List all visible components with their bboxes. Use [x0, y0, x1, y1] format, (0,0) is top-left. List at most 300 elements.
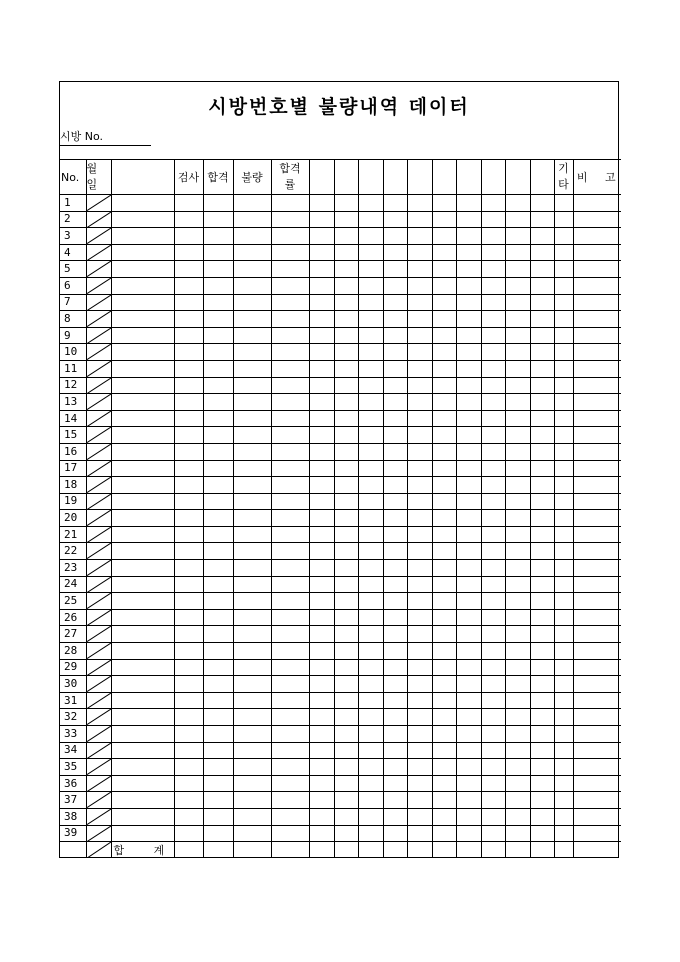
data-cell[interactable] — [358, 294, 383, 311]
data-cell[interactable] — [358, 759, 383, 776]
month-day-cell[interactable] — [86, 460, 111, 477]
data-cell[interactable] — [530, 510, 554, 527]
data-cell[interactable] — [111, 709, 174, 726]
data-cell[interactable] — [111, 560, 174, 577]
data-cell[interactable] — [334, 360, 358, 377]
data-cell[interactable] — [505, 377, 530, 394]
data-cell[interactable] — [530, 825, 554, 842]
data-cell[interactable] — [233, 643, 271, 660]
data-cell[interactable] — [334, 510, 358, 527]
data-cell[interactable] — [174, 792, 203, 809]
data-cell[interactable] — [358, 244, 383, 261]
data-cell[interactable] — [203, 344, 233, 361]
total-cell[interactable] — [456, 842, 481, 859]
data-cell[interactable] — [481, 709, 505, 726]
total-cell[interactable] — [174, 842, 203, 859]
data-cell[interactable] — [174, 493, 203, 510]
data-cell[interactable] — [383, 808, 407, 825]
data-cell[interactable] — [203, 277, 233, 294]
data-cell[interactable] — [432, 526, 456, 543]
data-cell[interactable] — [334, 759, 358, 776]
data-cell[interactable] — [383, 228, 407, 245]
data-cell[interactable] — [407, 609, 432, 626]
data-cell[interactable] — [309, 593, 334, 610]
data-cell[interactable] — [481, 244, 505, 261]
data-cell[interactable] — [271, 808, 309, 825]
data-cell[interactable] — [432, 576, 456, 593]
data-cell[interactable] — [554, 377, 573, 394]
data-cell[interactable] — [407, 394, 432, 411]
data-cell[interactable] — [554, 277, 573, 294]
data-cell[interactable] — [111, 344, 174, 361]
data-cell[interactable] — [174, 576, 203, 593]
data-cell[interactable] — [432, 775, 456, 792]
data-cell[interactable] — [334, 211, 358, 228]
data-cell[interactable] — [530, 593, 554, 610]
data-cell[interactable] — [309, 261, 334, 278]
data-cell[interactable] — [456, 344, 481, 361]
data-cell[interactable] — [481, 261, 505, 278]
data-cell[interactable] — [383, 576, 407, 593]
data-cell[interactable] — [309, 742, 334, 759]
data-cell[interactable] — [111, 643, 174, 660]
month-day-cell[interactable] — [86, 692, 111, 709]
data-cell[interactable] — [481, 609, 505, 626]
data-cell[interactable] — [203, 244, 233, 261]
data-cell[interactable] — [432, 443, 456, 460]
data-cell[interactable] — [233, 427, 271, 444]
data-cell[interactable] — [573, 427, 621, 444]
data-cell[interactable] — [554, 742, 573, 759]
data-cell[interactable] — [481, 394, 505, 411]
total-cell[interactable] — [358, 842, 383, 859]
data-cell[interactable] — [309, 443, 334, 460]
data-cell[interactable] — [174, 460, 203, 477]
data-cell[interactable] — [358, 808, 383, 825]
data-cell[interactable] — [481, 427, 505, 444]
data-cell[interactable] — [203, 676, 233, 693]
data-cell[interactable] — [111, 593, 174, 610]
month-day-cell[interactable] — [86, 593, 111, 610]
data-cell[interactable] — [505, 427, 530, 444]
data-cell[interactable] — [554, 593, 573, 610]
data-cell[interactable] — [111, 543, 174, 560]
data-cell[interactable] — [358, 560, 383, 577]
data-cell[interactable] — [111, 360, 174, 377]
data-cell[interactable] — [407, 526, 432, 543]
data-cell[interactable] — [358, 228, 383, 245]
data-cell[interactable] — [383, 277, 407, 294]
data-cell[interactable] — [573, 460, 621, 477]
data-cell[interactable] — [530, 360, 554, 377]
month-day-cell[interactable] — [86, 377, 111, 394]
data-cell[interactable] — [358, 593, 383, 610]
data-cell[interactable] — [383, 327, 407, 344]
total-cell[interactable] — [530, 842, 554, 859]
data-cell[interactable] — [481, 294, 505, 311]
month-day-cell[interactable] — [86, 726, 111, 743]
data-cell[interactable] — [481, 228, 505, 245]
data-cell[interactable] — [432, 261, 456, 278]
data-cell[interactable] — [481, 825, 505, 842]
data-cell[interactable] — [174, 427, 203, 444]
data-cell[interactable] — [174, 277, 203, 294]
data-cell[interactable] — [111, 244, 174, 261]
data-cell[interactable] — [383, 692, 407, 709]
data-cell[interactable] — [334, 477, 358, 494]
data-cell[interactable] — [233, 825, 271, 842]
data-cell[interactable] — [383, 460, 407, 477]
data-cell[interactable] — [334, 460, 358, 477]
data-cell[interactable] — [456, 377, 481, 394]
data-cell[interactable] — [481, 410, 505, 427]
data-cell[interactable] — [309, 626, 334, 643]
data-cell[interactable] — [358, 377, 383, 394]
data-cell[interactable] — [203, 394, 233, 411]
data-cell[interactable] — [111, 228, 174, 245]
data-cell[interactable] — [358, 726, 383, 743]
data-cell[interactable] — [432, 560, 456, 577]
data-cell[interactable] — [505, 344, 530, 361]
data-cell[interactable] — [233, 808, 271, 825]
data-cell[interactable] — [530, 576, 554, 593]
data-cell[interactable] — [233, 211, 271, 228]
data-cell[interactable] — [407, 360, 432, 377]
data-cell[interactable] — [383, 477, 407, 494]
data-cell[interactable] — [334, 377, 358, 394]
data-cell[interactable] — [334, 427, 358, 444]
data-cell[interactable] — [554, 560, 573, 577]
data-cell[interactable] — [383, 792, 407, 809]
data-cell[interactable] — [407, 659, 432, 676]
data-cell[interactable] — [505, 560, 530, 577]
data-cell[interactable] — [481, 311, 505, 328]
data-cell[interactable] — [334, 277, 358, 294]
data-cell[interactable] — [309, 477, 334, 494]
data-cell[interactable] — [309, 792, 334, 809]
data-cell[interactable] — [432, 228, 456, 245]
data-cell[interactable] — [407, 692, 432, 709]
data-cell[interactable] — [573, 742, 621, 759]
data-cell[interactable] — [505, 626, 530, 643]
data-cell[interactable] — [554, 808, 573, 825]
data-cell[interactable] — [203, 195, 233, 212]
total-cell[interactable] — [383, 842, 407, 859]
data-cell[interactable] — [554, 394, 573, 411]
data-cell[interactable] — [233, 195, 271, 212]
data-cell[interactable] — [505, 311, 530, 328]
data-cell[interactable] — [383, 775, 407, 792]
month-day-cell[interactable] — [86, 360, 111, 377]
data-cell[interactable] — [432, 726, 456, 743]
data-cell[interactable] — [407, 211, 432, 228]
data-cell[interactable] — [309, 643, 334, 660]
month-day-cell[interactable] — [86, 344, 111, 361]
data-cell[interactable] — [174, 360, 203, 377]
data-cell[interactable] — [456, 443, 481, 460]
data-cell[interactable] — [573, 477, 621, 494]
data-cell[interactable] — [383, 593, 407, 610]
data-cell[interactable] — [432, 808, 456, 825]
data-cell[interactable] — [309, 377, 334, 394]
total-cell[interactable] — [407, 842, 432, 859]
data-cell[interactable] — [203, 360, 233, 377]
data-cell[interactable] — [334, 593, 358, 610]
data-cell[interactable] — [456, 360, 481, 377]
data-cell[interactable] — [383, 294, 407, 311]
data-cell[interactable] — [174, 394, 203, 411]
data-cell[interactable] — [334, 526, 358, 543]
data-cell[interactable] — [309, 526, 334, 543]
data-cell[interactable] — [456, 195, 481, 212]
data-cell[interactable] — [271, 311, 309, 328]
data-cell[interactable] — [334, 311, 358, 328]
data-cell[interactable] — [309, 460, 334, 477]
data-cell[interactable] — [481, 576, 505, 593]
data-cell[interactable] — [358, 327, 383, 344]
data-cell[interactable] — [383, 443, 407, 460]
data-cell[interactable] — [456, 510, 481, 527]
data-cell[interactable] — [174, 195, 203, 212]
data-cell[interactable] — [481, 360, 505, 377]
data-cell[interactable] — [407, 460, 432, 477]
data-cell[interactable] — [554, 344, 573, 361]
data-cell[interactable] — [554, 576, 573, 593]
data-cell[interactable] — [432, 427, 456, 444]
data-cell[interactable] — [271, 327, 309, 344]
data-cell[interactable] — [334, 244, 358, 261]
data-cell[interactable] — [573, 659, 621, 676]
data-cell[interactable] — [111, 443, 174, 460]
data-cell[interactable] — [432, 643, 456, 660]
data-cell[interactable] — [505, 643, 530, 660]
total-cell[interactable] — [309, 842, 334, 859]
data-cell[interactable] — [456, 792, 481, 809]
data-cell[interactable] — [203, 427, 233, 444]
data-cell[interactable] — [309, 360, 334, 377]
data-cell[interactable] — [111, 477, 174, 494]
month-day-cell[interactable] — [86, 526, 111, 543]
data-cell[interactable] — [554, 643, 573, 660]
data-cell[interactable] — [554, 327, 573, 344]
data-cell[interactable] — [481, 327, 505, 344]
data-cell[interactable] — [432, 311, 456, 328]
data-cell[interactable] — [530, 427, 554, 444]
data-cell[interactable] — [358, 427, 383, 444]
data-cell[interactable] — [432, 410, 456, 427]
data-cell[interactable] — [554, 294, 573, 311]
data-cell[interactable] — [573, 626, 621, 643]
data-cell[interactable] — [174, 742, 203, 759]
total-cell[interactable] — [505, 842, 530, 859]
month-day-cell[interactable] — [86, 493, 111, 510]
data-cell[interactable] — [481, 726, 505, 743]
data-cell[interactable] — [383, 742, 407, 759]
data-cell[interactable] — [456, 327, 481, 344]
data-cell[interactable] — [554, 443, 573, 460]
data-cell[interactable] — [271, 261, 309, 278]
data-cell[interactable] — [407, 726, 432, 743]
data-cell[interactable] — [505, 360, 530, 377]
data-cell[interactable] — [383, 377, 407, 394]
data-cell[interactable] — [407, 410, 432, 427]
data-cell[interactable] — [505, 726, 530, 743]
data-cell[interactable] — [174, 526, 203, 543]
data-cell[interactable] — [203, 643, 233, 660]
data-cell[interactable] — [334, 825, 358, 842]
data-cell[interactable] — [334, 643, 358, 660]
month-day-cell[interactable] — [86, 543, 111, 560]
data-cell[interactable] — [407, 543, 432, 560]
data-cell[interactable] — [505, 493, 530, 510]
total-cell[interactable] — [334, 842, 358, 859]
data-cell[interactable] — [334, 443, 358, 460]
month-day-cell[interactable] — [86, 195, 111, 212]
data-cell[interactable] — [505, 692, 530, 709]
data-cell[interactable] — [530, 808, 554, 825]
data-cell[interactable] — [174, 311, 203, 328]
data-cell[interactable] — [203, 560, 233, 577]
data-cell[interactable] — [271, 277, 309, 294]
data-cell[interactable] — [407, 626, 432, 643]
data-cell[interactable] — [358, 692, 383, 709]
month-day-cell[interactable] — [86, 244, 111, 261]
data-cell[interactable] — [233, 792, 271, 809]
data-cell[interactable] — [432, 211, 456, 228]
data-cell[interactable] — [573, 195, 621, 212]
data-cell[interactable] — [203, 659, 233, 676]
data-cell[interactable] — [271, 410, 309, 427]
data-cell[interactable] — [383, 626, 407, 643]
month-day-cell[interactable] — [86, 609, 111, 626]
data-cell[interactable] — [203, 261, 233, 278]
data-cell[interactable] — [271, 726, 309, 743]
data-cell[interactable] — [271, 443, 309, 460]
data-cell[interactable] — [111, 825, 174, 842]
data-cell[interactable] — [174, 560, 203, 577]
data-cell[interactable] — [505, 676, 530, 693]
data-cell[interactable] — [383, 394, 407, 411]
data-cell[interactable] — [233, 493, 271, 510]
data-cell[interactable] — [573, 726, 621, 743]
spec-number-field[interactable]: 시방 No. — [60, 128, 151, 146]
data-cell[interactable] — [407, 825, 432, 842]
data-cell[interactable] — [174, 327, 203, 344]
data-cell[interactable] — [233, 261, 271, 278]
data-cell[interactable] — [203, 410, 233, 427]
data-cell[interactable] — [383, 726, 407, 743]
data-cell[interactable] — [111, 410, 174, 427]
data-cell[interactable] — [573, 228, 621, 245]
data-cell[interactable] — [358, 775, 383, 792]
data-cell[interactable] — [174, 261, 203, 278]
data-cell[interactable] — [383, 510, 407, 527]
total-cell[interactable] — [233, 842, 271, 859]
data-cell[interactable] — [203, 377, 233, 394]
data-cell[interactable] — [554, 510, 573, 527]
data-cell[interactable] — [233, 360, 271, 377]
data-cell[interactable] — [481, 510, 505, 527]
data-cell[interactable] — [481, 560, 505, 577]
data-cell[interactable] — [573, 510, 621, 527]
data-cell[interactable] — [407, 377, 432, 394]
data-cell[interactable] — [554, 360, 573, 377]
data-cell[interactable] — [432, 344, 456, 361]
data-cell[interactable] — [481, 477, 505, 494]
data-cell[interactable] — [334, 195, 358, 212]
data-cell[interactable] — [383, 609, 407, 626]
data-cell[interactable] — [573, 327, 621, 344]
data-cell[interactable] — [358, 526, 383, 543]
data-cell[interactable] — [358, 460, 383, 477]
data-cell[interactable] — [271, 576, 309, 593]
data-cell[interactable] — [530, 460, 554, 477]
data-cell[interactable] — [271, 377, 309, 394]
data-cell[interactable] — [309, 344, 334, 361]
data-cell[interactable] — [481, 792, 505, 809]
data-cell[interactable] — [358, 576, 383, 593]
data-cell[interactable] — [309, 659, 334, 676]
data-cell[interactable] — [174, 410, 203, 427]
data-cell[interactable] — [407, 676, 432, 693]
data-cell[interactable] — [407, 493, 432, 510]
data-cell[interactable] — [309, 726, 334, 743]
data-cell[interactable] — [383, 543, 407, 560]
data-cell[interactable] — [111, 294, 174, 311]
data-cell[interactable] — [358, 261, 383, 278]
data-cell[interactable] — [530, 377, 554, 394]
data-cell[interactable] — [271, 709, 309, 726]
data-cell[interactable] — [174, 825, 203, 842]
data-cell[interactable] — [505, 294, 530, 311]
month-day-cell[interactable] — [86, 759, 111, 776]
data-cell[interactable] — [358, 195, 383, 212]
data-cell[interactable] — [203, 311, 233, 328]
data-cell[interactable] — [309, 808, 334, 825]
data-cell[interactable] — [456, 726, 481, 743]
data-cell[interactable] — [432, 244, 456, 261]
data-cell[interactable] — [309, 244, 334, 261]
data-cell[interactable] — [530, 726, 554, 743]
data-cell[interactable] — [456, 261, 481, 278]
data-cell[interactable] — [383, 244, 407, 261]
data-cell[interactable] — [358, 410, 383, 427]
data-cell[interactable] — [383, 410, 407, 427]
data-cell[interactable] — [358, 825, 383, 842]
data-cell[interactable] — [271, 825, 309, 842]
data-cell[interactable] — [505, 261, 530, 278]
data-cell[interactable] — [432, 659, 456, 676]
data-cell[interactable] — [432, 394, 456, 411]
data-cell[interactable] — [383, 211, 407, 228]
data-cell[interactable] — [432, 327, 456, 344]
data-cell[interactable] — [383, 344, 407, 361]
month-day-cell[interactable] — [86, 792, 111, 809]
data-cell[interactable] — [481, 759, 505, 776]
data-cell[interactable] — [530, 311, 554, 328]
month-day-cell[interactable] — [86, 742, 111, 759]
data-cell[interactable] — [334, 344, 358, 361]
data-cell[interactable] — [505, 808, 530, 825]
data-cell[interactable] — [271, 775, 309, 792]
data-cell[interactable] — [271, 477, 309, 494]
data-cell[interactable] — [530, 344, 554, 361]
data-cell[interactable] — [573, 443, 621, 460]
data-cell[interactable] — [505, 593, 530, 610]
data-cell[interactable] — [174, 626, 203, 643]
data-cell[interactable] — [407, 477, 432, 494]
data-cell[interactable] — [383, 195, 407, 212]
